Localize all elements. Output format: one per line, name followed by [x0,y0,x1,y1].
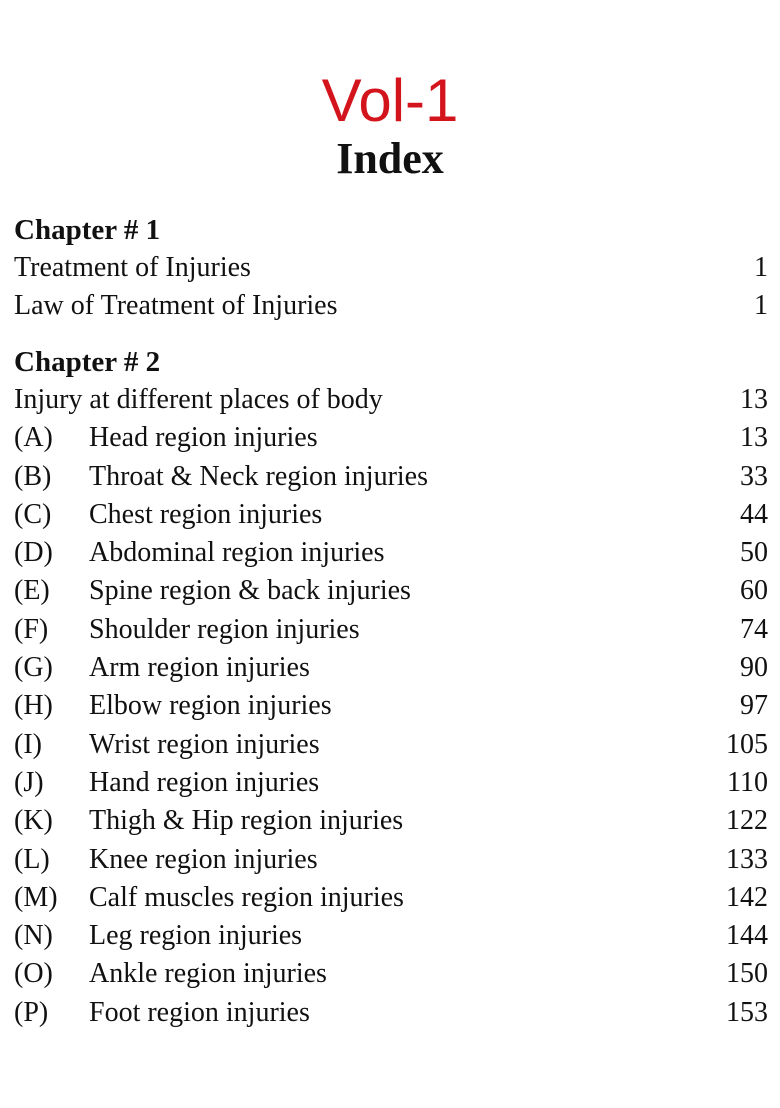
entry-page-number: 74 [740,613,768,645]
entry-letter: (L) [14,843,50,875]
entry-page-number: 110 [727,766,768,798]
entry-letter: (G) [14,652,53,684]
entry-letter: (D) [14,537,53,569]
entry-letter: (O) [14,958,53,990]
index-entry [14,534,768,572]
index-entry [14,496,768,534]
entry-page-number: 90 [740,652,768,684]
index-entry [14,726,768,764]
entry-page-number: 122 [726,805,768,837]
entry-title: Treatment of Injuries [14,252,251,283]
entry-page-number: 60 [740,575,768,607]
index-entry [14,841,768,879]
entry-title: Ankle region injuries [89,958,327,990]
entry-letter: (H) [14,690,53,722]
entry-title: Abdominal region injuries [89,537,385,569]
entry-page-number: 33 [740,460,768,492]
index-entry [14,249,768,287]
entry-title: Thigh & Hip region injuries [89,805,404,837]
entry-title: Arm region injuries [89,652,310,684]
entry-title: Calf muscles region injuries [89,881,404,913]
entry-page-number: 105 [726,728,768,760]
entry-letter: (M) [14,881,58,913]
entry-page-number: 144 [726,920,768,952]
entry-title: Foot region injuries [89,996,310,1028]
chapter-2-section [14,343,768,1032]
entry-letter: (K) [14,805,53,837]
entry-title: Hand region injuries [89,766,320,798]
index-entry [14,955,768,993]
entry-letter: (J) [14,766,44,798]
entry-title: Chest region injuries [89,498,323,530]
entry-page-number: 153 [726,996,768,1028]
index-entry [14,381,768,419]
entry-page-number: 1 [754,290,768,322]
index-entry [14,994,768,1032]
index-entry [14,917,768,955]
entry-title: Leg region injuries [89,920,303,952]
index-entry [14,611,768,649]
entry-page-number: 13 [740,384,768,415]
entry-letter: (F) [14,613,49,645]
index-entry [14,879,768,917]
index-entry [14,572,768,610]
entry-letter: (N) [14,920,53,952]
entry-page-number: 44 [740,498,768,530]
entry-title: Shoulder region injuries [89,613,360,645]
entry-title: Knee region injuries [89,843,318,875]
chapter-heading: Chapter # 2 [14,346,161,378]
index-entry [14,764,768,802]
volume-title: Vol-1 [321,67,459,134]
entry-letter: (B) [14,460,52,492]
entry-letter: (C) [14,498,52,530]
entry-title: Law of Treatment of Injuries [14,290,338,322]
index-entry [14,802,768,840]
index-entry [14,458,768,496]
entry-page-number: 1 [754,252,768,283]
entry-page-number: 133 [726,843,768,875]
entry-page-number: 50 [740,537,768,569]
index-entry [14,687,768,725]
entry-page-number: 150 [726,958,768,990]
entry-title: Spine region & back injuries [89,575,411,607]
entry-title: Head region injuries [89,422,318,454]
entry-page-number: 97 [740,690,768,722]
entry-letter: (P) [14,996,49,1028]
entry-title: Elbow region injuries [89,690,332,722]
entry-title: Throat & Neck region injuries [89,460,429,492]
entry-title: Wrist region injuries [89,728,320,760]
entry-title: Injury at different places of body [14,384,383,415]
chapter-heading: Chapter # 1 [14,214,161,246]
entry-letter: (E) [14,575,50,607]
entry-page-number: 142 [726,881,768,913]
entry-letter: (I) [14,728,42,760]
index-title: Index [336,134,444,183]
entry-letter: (A) [14,422,53,454]
entry-page-number: 13 [740,422,768,454]
index-entry [14,419,768,457]
index-entry [14,287,768,325]
index-entry [14,649,768,687]
chapter-1-section [14,211,768,326]
